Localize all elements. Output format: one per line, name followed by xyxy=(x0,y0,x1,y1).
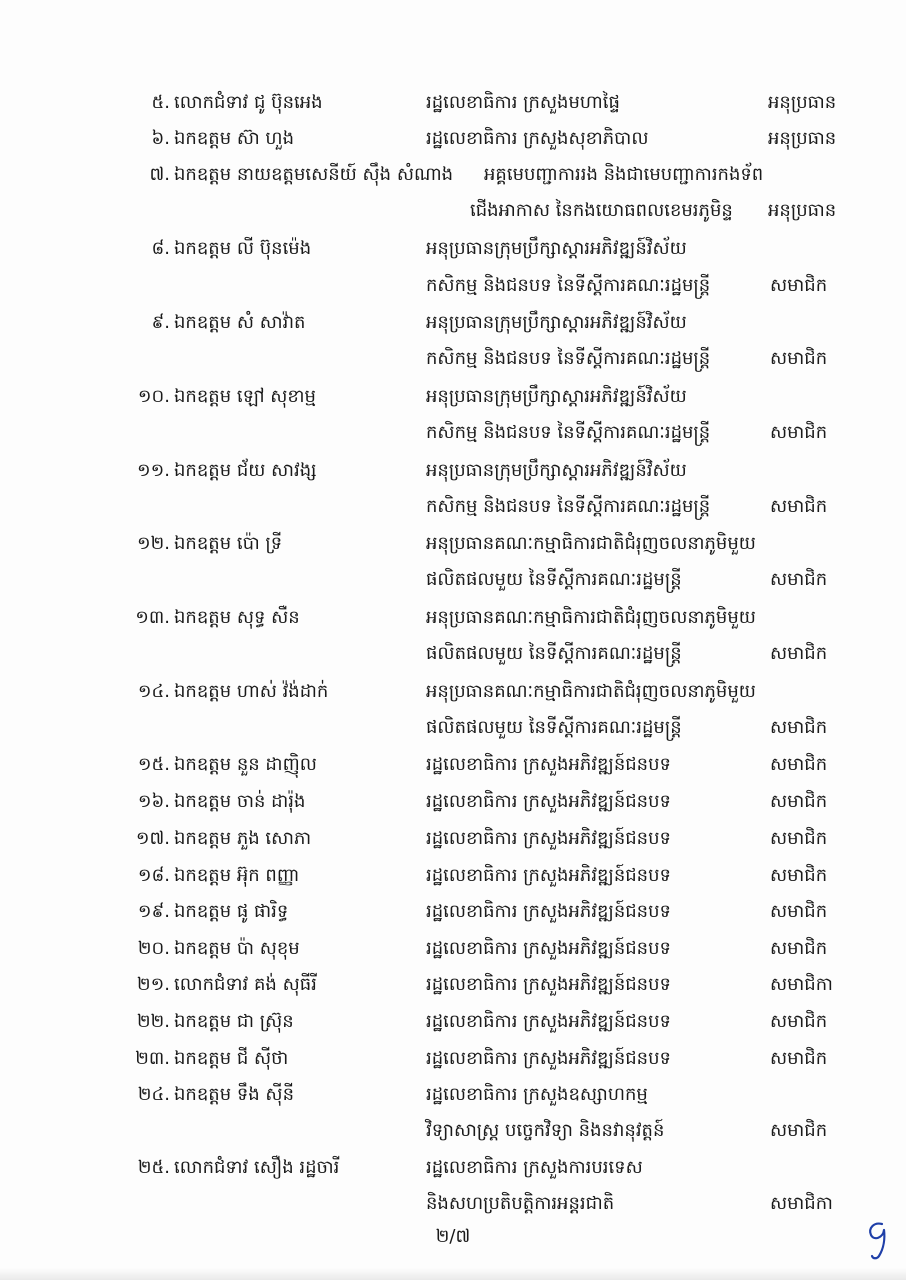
member-name: ឯកឧត្តម សំ សាវ៉ាត xyxy=(174,312,306,334)
member-name: លោកជំទាវ សឿង រដ្ឋចារី xyxy=(174,1156,340,1178)
member-position: រដ្ឋលេខាធិការ ក្រសួងអភិវឌ្ឍន៍ជនបទ xyxy=(426,937,671,959)
member-name: ឯកឧត្តម ឡៅ សុខាម្ម xyxy=(174,385,316,407)
member-position: អនុប្រធានក្រុមប្រឹក្សាស្តារអភិវឌ្ឍន៍វិស័យ xyxy=(426,385,687,407)
member-role: សមាជិក xyxy=(770,937,828,959)
member-name: ឯកឧត្តម ទឹង ស៊ីនី xyxy=(174,1084,294,1106)
member-number: ២៤. xyxy=(137,1084,170,1106)
member-position: រដ្ឋលេខាធិការ ក្រសួងអភិវឌ្ឍន៍ជនបទ xyxy=(426,754,671,776)
member-name: ឯកឧត្តម ប៉ា សុខុម xyxy=(174,937,300,959)
member-row xyxy=(0,158,906,192)
member-position: កសិកម្ម និងជនបទ នៃទីស្តីការគណៈរដ្ឋមន្ត្រី xyxy=(426,274,711,296)
member-role: សមាជិក xyxy=(770,901,828,923)
member-number: ១៥. xyxy=(137,754,170,776)
member-number: ២១. xyxy=(137,974,170,996)
member-row-continuation xyxy=(0,1114,906,1148)
member-number: ៨. xyxy=(151,238,170,260)
member-role: សមាជិក xyxy=(770,1120,828,1142)
member-position: រដ្ឋលេខាធិការ ក្រសួងមហាផ្ទៃ xyxy=(426,92,620,113)
member-row xyxy=(0,895,906,929)
member-row-continuation xyxy=(0,637,906,671)
member-number: ៧. xyxy=(149,164,170,186)
member-position: កសិកម្ម និងជនបទ នៃទីស្តីការគណៈរដ្ឋមន្ត្រី xyxy=(426,495,711,517)
member-row xyxy=(0,785,906,819)
member-role: សមាជិក xyxy=(770,791,828,813)
member-row xyxy=(0,601,906,635)
member-role: សមាជិក xyxy=(770,495,828,517)
member-row xyxy=(0,968,906,1002)
member-number: ៦. xyxy=(151,128,170,150)
member-position: ផលិតផលមួយ នៃទីស្តីការគណៈរដ្ឋមន្ត្រី xyxy=(426,643,682,664)
member-role: សមាជិក xyxy=(770,274,828,296)
scan-edge-shadow xyxy=(0,1268,906,1280)
member-number: ៥. xyxy=(151,92,170,113)
member-number: ១៦. xyxy=(137,791,170,813)
member-position: រដ្ឋលេខាធិការ ក្រសួងអភិវឌ្ឍន៍ជនបទ xyxy=(426,974,671,996)
member-role: សមាជិក xyxy=(770,716,828,738)
member-row xyxy=(0,859,906,893)
member-row xyxy=(0,748,906,782)
member-position: អនុប្រធានគណៈកម្មាធិការជាតិជំរុញចលនាភូមិមួយ xyxy=(426,680,756,702)
member-name: ឯកឧត្តម ស៊ា ហួង xyxy=(174,128,294,150)
member-position: រដ្ឋលេខាធិការ ក្រសួងអភិវឌ្ឍន៍ជនបទ xyxy=(426,1047,671,1069)
member-position: កសិកម្ម និងជនបទ នៃទីស្តីការគណៈរដ្ឋមន្ត្រី xyxy=(426,421,711,443)
member-name: ឯកឧត្តម លី ប៊ុនម៉េង xyxy=(174,238,312,260)
member-row xyxy=(0,1042,906,1076)
member-number: ១០. xyxy=(137,385,170,407)
member-row xyxy=(0,527,906,561)
member-position: រដ្ឋលេខាធិការ ក្រសួងការបរទេស xyxy=(426,1156,643,1178)
member-name: លោកជំទាវ គង់ សុធីរី xyxy=(174,974,317,996)
member-role: អនុប្រធាន xyxy=(768,200,837,222)
member-name: ឯកឧត្តម ជា ស្រ៊ុន xyxy=(174,1011,294,1032)
member-position: អនុប្រធានក្រុមប្រឹក្សាស្តារអភិវឌ្ឍន៍វិស័យ xyxy=(426,459,687,481)
member-position: រដ្ឋលេខាធិការ ក្រសួងអភិវឌ្ឍន៍ជនបទ xyxy=(426,901,671,923)
member-position: វិទ្យាសាស្ត្រ បច្ចេកវិទ្យា និងនវានុវត្តន៍ xyxy=(426,1120,665,1142)
member-position: កសិកម្ម និងជនបទ នៃទីស្តីការគណៈរដ្ឋមន្ត្រី xyxy=(426,348,711,370)
member-row xyxy=(0,1078,906,1112)
member-row xyxy=(0,932,906,966)
member-row xyxy=(0,232,906,266)
member-name: ឯកឧត្តម នាយឧត្តមសេនីយ៍ ស៊ឹង សំណាង xyxy=(174,164,454,186)
member-row xyxy=(0,822,906,856)
member-name: ឯកឧត្តម ភួង សោភា xyxy=(174,828,312,849)
member-name: ឯកឧត្តម ជ័យ សាវង្ស xyxy=(174,459,317,481)
member-number: ២៥. xyxy=(137,1156,170,1178)
member-position: អនុប្រធានគណៈកម្មាធិការជាតិជំរុញចលនាភូមិមួយ xyxy=(426,533,756,555)
member-name: ឯកឧត្តម ហាស់ វ៉ង់ដាក់ xyxy=(174,680,329,702)
member-position: រដ្ឋលេខាធិការ ក្រសួងអភិវឌ្ឍន៍ជនបទ xyxy=(426,791,671,813)
member-position: ផលិតផលមួយ នៃទីស្តីការគណៈរដ្ឋមន្ត្រី xyxy=(426,569,682,591)
member-row-continuation xyxy=(0,269,906,303)
member-role: សមាជិក xyxy=(770,643,828,664)
member-row-continuation xyxy=(0,490,906,524)
member-role: សមាជិកា xyxy=(770,974,833,996)
member-row-continuation xyxy=(0,342,906,376)
member-name: ឯកឧត្តម សុទ្ធ សឺន xyxy=(174,606,300,628)
member-position: រដ្ឋលេខាធិការ ក្រសួងឧស្សាហកម្ម xyxy=(426,1084,648,1106)
member-position: រដ្ឋលេខាធិការ ក្រសួងអភិវឌ្ឍន៍ជនបទ xyxy=(426,864,671,886)
member-number: ១៨. xyxy=(137,864,170,886)
member-position: អនុប្រធានក្រុមប្រឹក្សាស្តារអភិវឌ្ឍន៍វិស័យ xyxy=(426,238,687,260)
member-row xyxy=(0,454,906,488)
member-name: ឯកឧត្តម ចាន់ ដារ៉ុង xyxy=(174,791,306,813)
member-number: ១២. xyxy=(137,533,170,555)
member-role: សមាជិក xyxy=(770,348,828,370)
member-row xyxy=(0,122,906,156)
member-number: ២២. xyxy=(137,1011,170,1032)
member-role: សមាជិកា xyxy=(770,1193,833,1214)
member-name: ឯកឧត្តម ជី ស៊ីថា xyxy=(174,1047,289,1069)
member-name: ឯកឧត្តម អ៊ុក ពញ្ញា xyxy=(174,864,300,886)
member-row xyxy=(0,86,906,120)
member-number: ១៧. xyxy=(135,828,170,849)
member-role: សមាជិក xyxy=(770,864,828,886)
member-role: អនុប្រធាន xyxy=(768,92,837,113)
member-position: ផលិតផលមួយ នៃទីស្តីការគណៈរដ្ឋមន្ត្រី xyxy=(426,716,682,738)
member-role: សមាជិក xyxy=(770,828,828,849)
member-number: ២៣. xyxy=(135,1047,170,1069)
member-role: សមាជិក xyxy=(770,754,828,776)
member-name: ឯកឧត្តម នួន ដាញ៉ិល xyxy=(174,754,317,776)
member-role: សមាជិក xyxy=(770,1011,828,1032)
member-position: រដ្ឋលេខាធិការ ក្រសួងអភិវឌ្ឍន៍ជនបទ xyxy=(426,828,671,849)
member-row xyxy=(0,1005,906,1039)
member-name: ឯកឧត្តម ប៉ោ ទ្រី xyxy=(174,533,283,555)
member-row xyxy=(0,380,906,414)
member-position: រដ្ឋលេខាធិការ ក្រសួងសុខាភិបាល xyxy=(426,128,649,150)
member-position: ជើងអាកាស នៃកងយោធពលខេមរភូមិន្ទ xyxy=(470,200,733,222)
member-position: អគ្គមេបញ្ជាការរង និងជាមេបញ្ជាការកងទ័ព xyxy=(484,164,764,186)
member-row-continuation xyxy=(0,1187,906,1221)
member-position: រដ្ឋលេខាធិការ ក្រសួងអភិវឌ្ឍន៍ជនបទ xyxy=(426,1011,671,1032)
member-role: សមាជិក xyxy=(770,1047,828,1069)
member-row-continuation xyxy=(0,416,906,450)
member-number: ៩. xyxy=(151,312,170,334)
member-row xyxy=(0,1151,906,1185)
member-position: អនុប្រធានគណៈកម្មាធិការជាតិជំរុញចលនាភូមិមួយ xyxy=(426,606,756,628)
member-name: លោកជំទាវ ជូ ប៊ុនអេង xyxy=(174,92,323,113)
member-row-continuation xyxy=(0,711,906,745)
member-row xyxy=(0,306,906,340)
member-position: អនុប្រធានក្រុមប្រឹក្សាស្តារអភិវឌ្ឍន៍វិស័យ xyxy=(426,312,687,334)
member-role: អនុប្រធាន xyxy=(768,128,837,150)
member-number: ១៣. xyxy=(135,606,170,628)
member-row-continuation xyxy=(0,563,906,597)
member-role: សមាជិក xyxy=(770,421,828,443)
member-number: ១៤. xyxy=(137,680,170,702)
member-row-continuation xyxy=(0,194,906,228)
page-number: ២/៧ xyxy=(435,1226,471,1247)
member-name: ឯកឧត្តម ផូ ផារិទ្ធ xyxy=(174,901,289,923)
member-number: ១៩. xyxy=(137,901,170,923)
member-position: និងសហប្រតិបត្តិការអន្តរជាតិ xyxy=(426,1193,615,1214)
member-row xyxy=(0,675,906,709)
member-number: ២០. xyxy=(137,937,170,959)
handwritten-initial-mark xyxy=(862,1218,892,1262)
member-role: សមាជិក xyxy=(770,569,828,591)
member-number: ១១. xyxy=(137,459,170,481)
